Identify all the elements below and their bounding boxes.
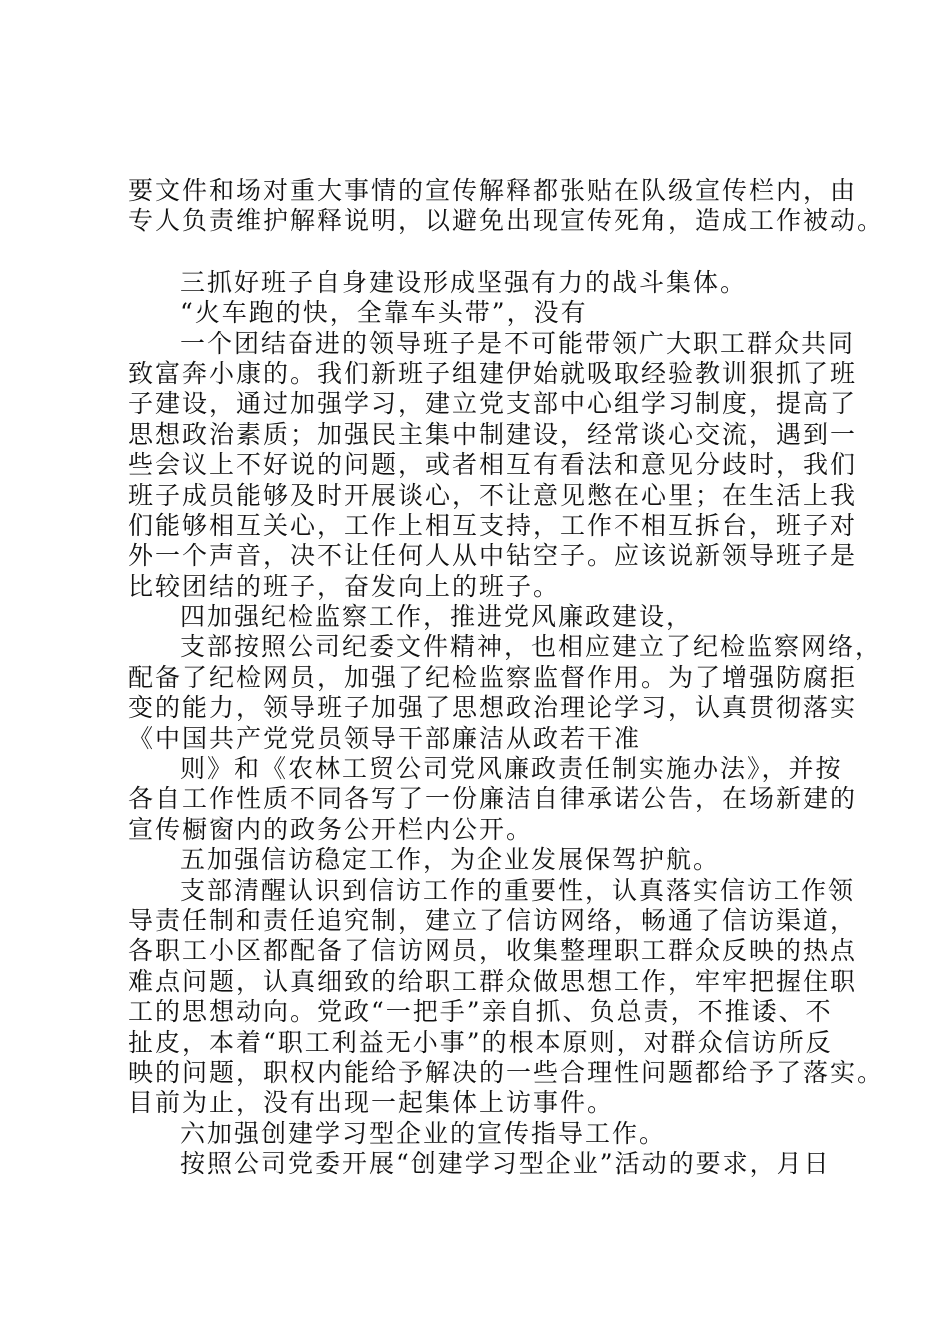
text-line: 扯皮，本着“职工利益无小事”的根本原则，对群众信访所反 bbox=[128, 1027, 833, 1057]
text-line: 五加强信访稳定工作，为企业发展保驾护航。 bbox=[180, 845, 721, 875]
text-line: 六加强创建学习型企业的宣传指导工作。 bbox=[180, 1118, 667, 1148]
text-line: 些会议上不好说的问题，或者相互有看法和意见分歧时，我们 bbox=[128, 450, 858, 480]
text-line: 各职工小区都配备了信访网员，收集整理职工群众反映的热点 bbox=[128, 936, 858, 966]
text-line: 工的思想动向。党政“一把手”亲自抓、负总责，不推诿、不 bbox=[128, 997, 833, 1027]
text-line: 外一个声音，决不让任何人从中钻空子。应该说新领导班子是 bbox=[128, 541, 858, 571]
body-text bbox=[128, 176, 885, 1180]
text-line: 变的能力，领导班子加强了思想政治理论学习，认真贯彻落实 bbox=[128, 693, 858, 723]
text-line: 班子成员能够及时开展谈心，不让意见憋在心里；在生活上我 bbox=[128, 480, 858, 510]
text-line: 映的问题，职权内能给予解决的一些合理性问题都给予了落实。 bbox=[128, 1057, 885, 1087]
text-line: 则》和《农林工贸公司党风廉政责任制实施办法》，并按 bbox=[180, 754, 843, 784]
text-line: 支部清醒认识到信访工作的重要性，认真落实信访工作领 bbox=[180, 875, 856, 905]
text-line: 目前为止，没有出现一起集体上访事件。 bbox=[128, 1088, 615, 1118]
text-line: 思想政治素质；加强民主集中制建设，经常谈心交流，遇到一 bbox=[128, 419, 858, 449]
text-line: 难点问题，认真细致的给职工群众做思想工作，牢牢把握住职 bbox=[128, 966, 858, 996]
text-line: 支部按照公司纪委文件精神，也相应建立了纪检监察网络， bbox=[180, 632, 883, 662]
text-line: 子建设，通过加强学习，建立党支部中心组学习制度，提高了 bbox=[128, 389, 858, 419]
text-line: 按照公司党委开展“创建学习型企业”活动的要求，月日 bbox=[180, 1149, 831, 1179]
text-line: 致富奔小康的。我们新班子组建伊始就吸取经验教训狠抓了班 bbox=[128, 358, 858, 388]
text-line: 三抓好班子自身建设形成坚强有力的战斗集体。 bbox=[180, 267, 748, 297]
text-line: 要文件和场对重大事情的宣传解释都张贴在队级宣传栏内，由 bbox=[128, 176, 858, 205]
text-line: 专人负责维护解释说明，以避免出现宣传死角，造成工作被动。 bbox=[128, 206, 885, 236]
paragraph-gap bbox=[128, 237, 828, 268]
text-line: 宣传橱窗内的政务公开栏内公开。 bbox=[128, 814, 534, 844]
text-line: “火车跑的快，全靠车头带”，没有 bbox=[180, 298, 588, 328]
text-line: 《中国共产党党员领导干部廉洁从政若干准 bbox=[128, 723, 642, 753]
text-line: 导责任制和责任追究制，建立了信访网络，畅通了信访渠道， bbox=[128, 905, 858, 935]
text-line: 配备了纪检网员，加强了纪检监察监督作用。为了增强防腐拒 bbox=[128, 662, 858, 692]
text-line: 比较团结的班子，奋发向上的班子。 bbox=[128, 571, 561, 601]
text-line: 一个团结奋进的领导班子是不可能带领广大职工群众共同 bbox=[180, 328, 856, 358]
text-line: 们能够相互关心，工作上相互支持，工作不相互拆台，班子对 bbox=[128, 510, 858, 540]
text-line: 四加强纪检监察工作，推进党风廉政建设， bbox=[180, 602, 694, 632]
text-line: 各自工作性质不同各写了一份廉洁自律承诺公告，在场新建的 bbox=[128, 784, 858, 814]
